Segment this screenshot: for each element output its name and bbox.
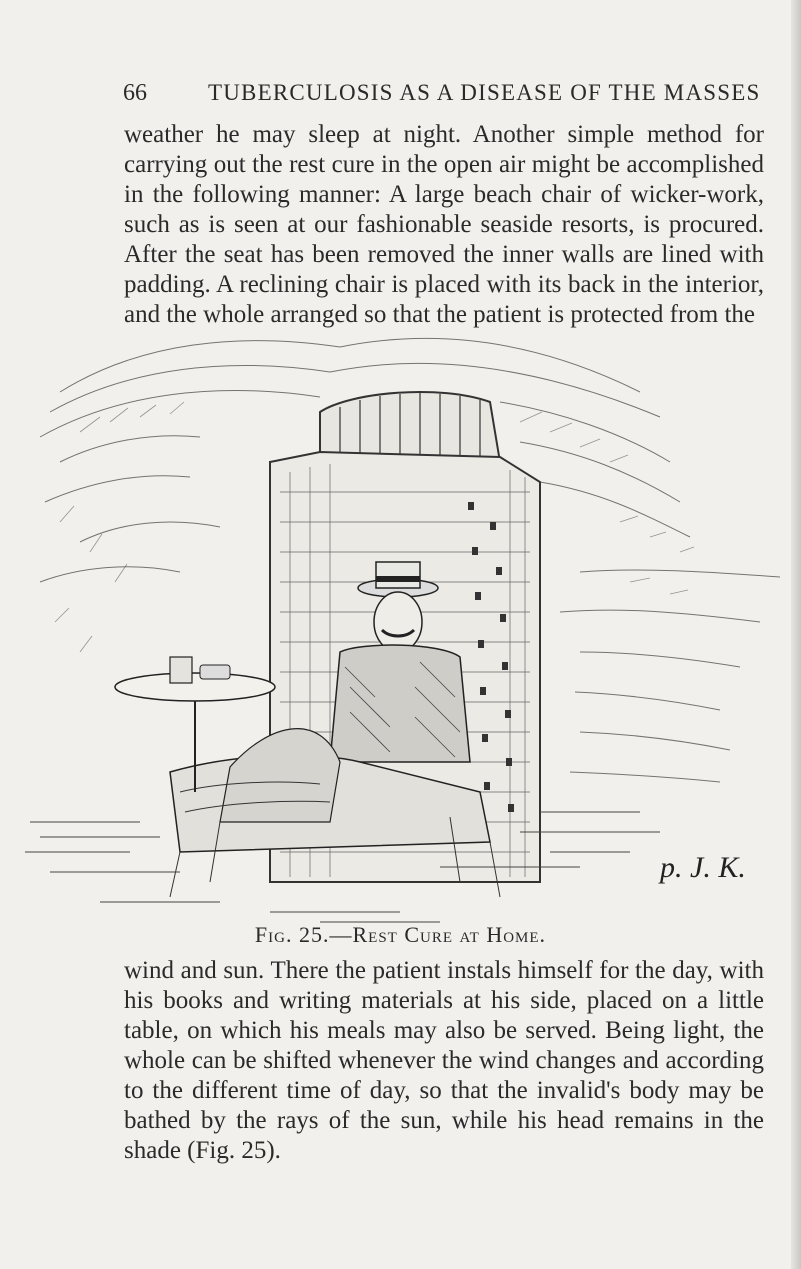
cup — [170, 657, 192, 683]
page-edge — [791, 0, 801, 1269]
page-number: 66 — [123, 80, 147, 106]
figure-caption: Fig. 25.—Rest Cure at Home. — [254, 922, 547, 947]
paragraph-bottom: wind and sun. There the patient instals himself for the day, with his books and writing materials at his side, placed on a little table, on which his meals may also be served. Being light, the whole can be shifted whenever the wind changes and according to the different time of day, so that the invalid's body may be bathed by the rays of the sun, while his head remains in the shade (Fig. 25). — [124, 957, 764, 1164]
book — [200, 665, 230, 679]
hat-band — [376, 576, 420, 582]
rest-cure-engraving — [20, 322, 782, 924]
paragraph-top: weather he may sleep at night. Another simple method for carrying out the rest cure in the open air might be accomplished in the following manner: A large beach chair of wicker-work, such as is seen at our fashionable seaside resorts, is procured. After the seat has been removed the inner walls are lined with padding. A reclining chair is placed with its back in the interior, and the whole arranged so that the patient is protected from the — [124, 121, 764, 328]
hat-crown — [376, 562, 420, 588]
face — [374, 592, 422, 652]
side-table — [115, 673, 275, 701]
figure-illustration — [20, 322, 782, 924]
blanket — [220, 729, 340, 822]
artist-signature: p. J. K. — [660, 851, 746, 884]
jacket — [330, 645, 470, 762]
running-title: TUBERCULOSIS AS A DISEASE OF THE MASSES — [208, 80, 761, 105]
page-header — [123, 80, 761, 116]
